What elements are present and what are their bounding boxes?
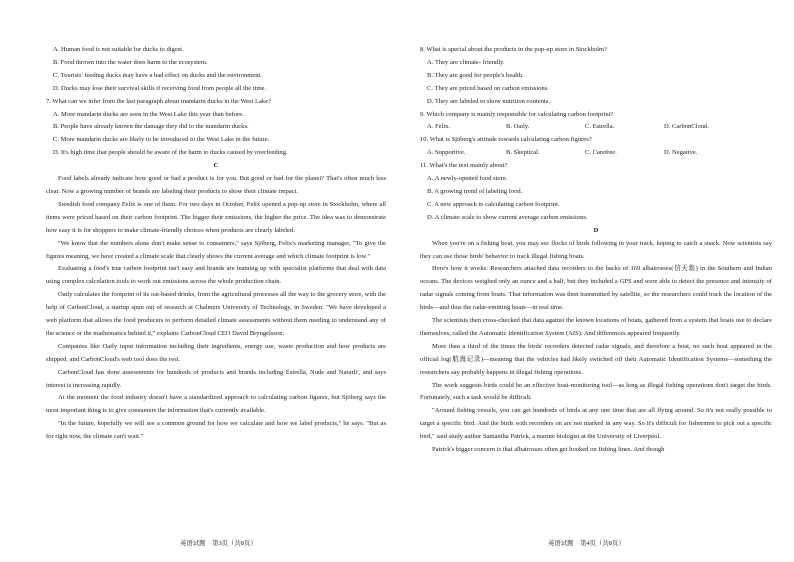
passage-d-paragraph: The scientists then cross-checked that data against the known locations of boats, gathered from a system that boats use to declare themselves, called the Automatic Identification System (AIS). And differences appeared frequently. xyxy=(420,317,772,337)
passage-d-paragraph: The work suggests birds could be an effective boat-monitoring tool—as long as illegal fishing operations don't target the birds. Fortunately, such a task would be difficult. xyxy=(420,381,772,402)
q9-option-b: B. Oatly. xyxy=(506,123,530,131)
q7-option-b: B. People have already known the damage they did to the mandarin ducks. xyxy=(53,123,249,131)
passage-c-paragraph: CarbonCloud has done assessments for hundreds of products and brands including Estrella, Nude and Naturli', and says interest is increasing rapidly. xyxy=(46,368,386,389)
page-3-column xyxy=(46,44,386,444)
section-c-heading: C xyxy=(213,162,219,170)
passage-d-paragraph: When you're on a fishing boat, you may see flocks of birds following in your track, hoping to catch a snack. Now scientists say they can use those birds' behavior to track illegal fishing boats. xyxy=(420,239,772,260)
passage-d-paragraph: Patrick's bigger concern is that albatrosses often get hooked on fishing lines. And though xyxy=(432,446,665,454)
q9-options xyxy=(420,121,772,134)
q6-option-a: A. Human food is not suitable for ducks to digest. xyxy=(53,46,184,53)
passage-c-paragraph: "We know that the numbers alone don't make sense to consumers," says Sjöberg, Felix's marketing manager, "To give the figures meaning, we have created a climate scale that clearly shows the current average and which climate footprint is low." xyxy=(46,239,386,260)
q10-option-a: A. Supportive. xyxy=(427,149,466,157)
q11-option-d: D. A climate scale to show current average carbon emissions. xyxy=(427,213,588,221)
page-footer-right: 英语试题 第4页（共8页） xyxy=(548,540,625,547)
passage-c-paragraph: At the moment the food industry doesn't have a standardized approach to calculating carbon figures, but Sjöberg says the most important thing is to give consumers the information that's currently available. xyxy=(46,394,386,415)
q6-option-b: B. Food thrown into the water does harm to the ecosystem. xyxy=(53,58,208,66)
q7-option-c: C. More mandarin ducks are likely to be introduced to the West Lake in the future. xyxy=(53,136,270,144)
passage-d-paragraph: More than a third of the times the birds' recorders detected radar signals, and therefore a boat, no such boat appeared in the official log(航海记录)—meaning that the vehicles had likely switched off their Automatic Identification Systems—something the researchers say probably happens in illegal fishing operations. xyxy=(420,342,772,376)
q10-options xyxy=(420,147,772,160)
q10-question: 10. What is Sjöberg's attitude towards calculating carbon figures? xyxy=(420,136,592,144)
q11-option-a: A. A newly-opened food store. xyxy=(427,175,508,183)
q6-option-c: C. Tourists' feeding ducks may have a bad effect on ducks and the environment. xyxy=(53,71,263,79)
page-4-column xyxy=(420,44,772,457)
q8-option-c: C. They are priced based on carbon emissions. xyxy=(427,84,549,92)
q6-option-d: D. Ducks may lose their survival skills if receiving food from people all the time. xyxy=(53,84,267,92)
q10-option-d: D. Negative. xyxy=(664,149,698,157)
passage-c-paragraph: Evaluating a food's true carbon footprint isn't easy and brands are teaming up with specialist platforms that deal with data using complex calculation tools to work out emissions across the whole production chain. xyxy=(46,265,386,286)
q10-option-c: C. Carefree. xyxy=(585,149,617,157)
passage-c-paragraph: Oatly calculates the footprint of its oat-based drinks, from the agricultural processes all the way to the grocery store, with the help of CarbonCloud, a startup spun out of research at Chalmers University of Technology, in Sweden. "We have developed a web platform that allows the food producers to perform detailed climate assessments without them needing to understand any of the science or the mathematics behind it," explains CarbonCloud CEO David Bryngelsson. xyxy=(46,291,386,337)
passage-c-paragraph: Companies like Oatly input information including their ingredients, energy use, waste production and how products are shipped, and CarbonCloud's web tool does the rest. xyxy=(46,342,386,363)
q10-option-b: B. Skeptical. xyxy=(506,149,540,157)
q7-option-d: D. It's high time that people should be aware of the harm to ducks caused by overfeeding. xyxy=(53,149,288,157)
q11-question: 11. What's the text mainly about? xyxy=(420,162,508,170)
passage-c-paragraph: "In the future, hopefully we will see a common ground for how we calculate and how we label products," he says. "But as for right now, the climate can't wait." xyxy=(46,420,386,441)
q8-question: 8. What is special about the products in the pop-up store in Stockholm? xyxy=(420,46,607,53)
section-d-heading: D xyxy=(593,226,599,234)
q9-question: 9. Which company is mainly responsible for calculating carbon footprint? xyxy=(420,110,614,118)
passage-c-paragraph: Swedish food company Felix is one of them. For two days in October, Felix opened a pop-up store in Stockholm, where all items were priced based on their carbon footprint. The bigger their emissions, the higher the price. The idea was to demonstrate how easy it is for shoppers to make climate-friendly choices when products are clearly labeled. xyxy=(46,200,386,234)
q8-option-d: D. They are labeled to show nutrition contents. xyxy=(427,97,550,105)
q11-option-c: C. A new approach to calculating carbon footprint. xyxy=(427,200,560,208)
passage-d-paragraph: "Around fishing vessels, you can get hundreds of birds at any one time that are all flying around. So it's not really possible to target a specific bird. And the birds with recorders on are not marked in any way. So it's difficult for fishermen to pick out a specific bird," said study author Samantha Patrick, a marine biologist at the University of Liverpool. xyxy=(420,407,772,441)
q7-option-a: A. More mandarin ducks are seen in the West Lake this year than before. xyxy=(53,110,244,118)
page-footer-left: 英语试题 第3页（共8页） xyxy=(180,540,257,547)
q8-option-b: B. They are good for people's health. xyxy=(427,71,524,79)
q9-option-d: D. CarbonCloud. xyxy=(664,123,709,131)
q11-option-b: B. A growing trend of labeling food. xyxy=(427,187,523,195)
passage-c-paragraph: Food labels already indicate how good or bad a product is for you. But good or bad for the planet? That's often much less clear. Now a growing number of brands are labeling their products to show their climate impact. xyxy=(46,175,386,195)
q8-option-a: A. They are climate- friendly. xyxy=(427,58,505,66)
q9-option-c: C. Estrella. xyxy=(585,123,615,131)
q7-question: 7. What can we infer from the last paragraph about mandarin ducks in the West Lake? xyxy=(46,97,272,105)
passage-d-paragraph: Here's how it works: Researchers attached data recorders to the backs of 169 albatrosses(信天翁) in the Southern and Indian oceans. The devices weighed only an ounce and a half, but they included a GPS and were able to detect the presence and intensity of radar signals coming from boats. That information was then transmitted by satellite, so the researchers could track the location of the birds—and thus the radar-emitting boats—in real time. xyxy=(420,265,772,312)
q9-option-a: A. Felix. xyxy=(427,123,451,131)
